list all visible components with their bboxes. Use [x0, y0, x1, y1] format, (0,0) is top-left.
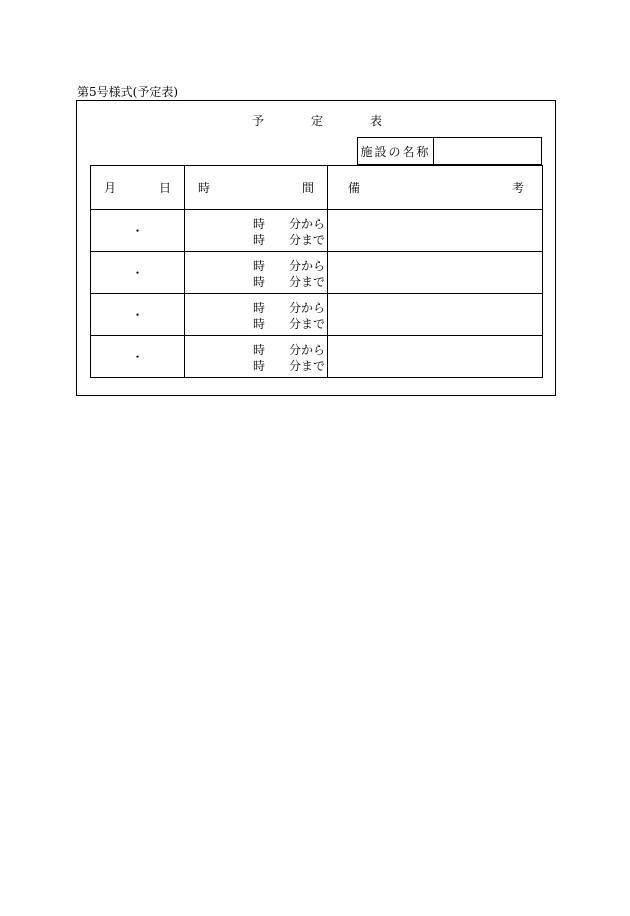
date-cell[interactable]: ・ [91, 210, 185, 252]
header-row [91, 166, 543, 210]
minute-until: 分まで [289, 233, 326, 247]
table-row [91, 336, 543, 378]
header-date [91, 166, 185, 210]
table-row [91, 294, 543, 336]
hour-until: 時 [253, 317, 266, 331]
remarks-cell[interactable] [328, 210, 543, 252]
minute-from: 分から [289, 301, 326, 315]
minute-until: 分まで [289, 317, 326, 331]
table-row [91, 210, 543, 252]
title-char-3: 表 [370, 114, 383, 128]
minute-until: 分まで [289, 275, 326, 289]
hour-until: 時 [253, 233, 266, 247]
date-cell[interactable]: ・ [91, 336, 185, 378]
hour-until: 時 [253, 275, 266, 289]
hour-from: 時 [253, 259, 266, 273]
form-label: 第5号様式(予定表) [77, 85, 178, 99]
header-time-2: 間 [301, 181, 314, 195]
time-cell[interactable] [185, 252, 328, 294]
header-date-month: 月 [104, 181, 117, 195]
header-time [185, 166, 328, 210]
header-remarks [328, 166, 543, 210]
minute-from: 分から [289, 259, 326, 273]
facility-name-label: 施設の名称 [358, 138, 434, 164]
remarks-cell[interactable] [328, 294, 543, 336]
date-cell[interactable]: ・ [91, 294, 185, 336]
header-remarks-1: 備 [348, 181, 361, 195]
minute-from: 分から [289, 217, 326, 231]
title-char-1: 予 [252, 114, 265, 128]
hour-from: 時 [253, 217, 266, 231]
date-cell[interactable]: ・ [91, 252, 185, 294]
title-char-2: 定 [311, 114, 324, 128]
header-remarks-2: 考 [511, 181, 524, 195]
time-cell[interactable] [185, 294, 328, 336]
header-date-day: 日 [158, 181, 171, 195]
minute-from: 分から [289, 343, 326, 357]
facility-name-field[interactable] [434, 138, 541, 164]
table-row [91, 252, 543, 294]
minute-until: 分まで [289, 359, 326, 373]
schedule-table [90, 165, 543, 378]
time-cell[interactable] [185, 336, 328, 378]
remarks-cell[interactable] [328, 336, 543, 378]
facility-name-box [357, 137, 542, 165]
time-cell[interactable] [185, 210, 328, 252]
hour-from: 時 [253, 301, 266, 315]
hour-until: 時 [253, 359, 266, 373]
header-time-1: 時 [198, 181, 211, 195]
hour-from: 時 [253, 343, 266, 357]
remarks-cell[interactable] [328, 252, 543, 294]
